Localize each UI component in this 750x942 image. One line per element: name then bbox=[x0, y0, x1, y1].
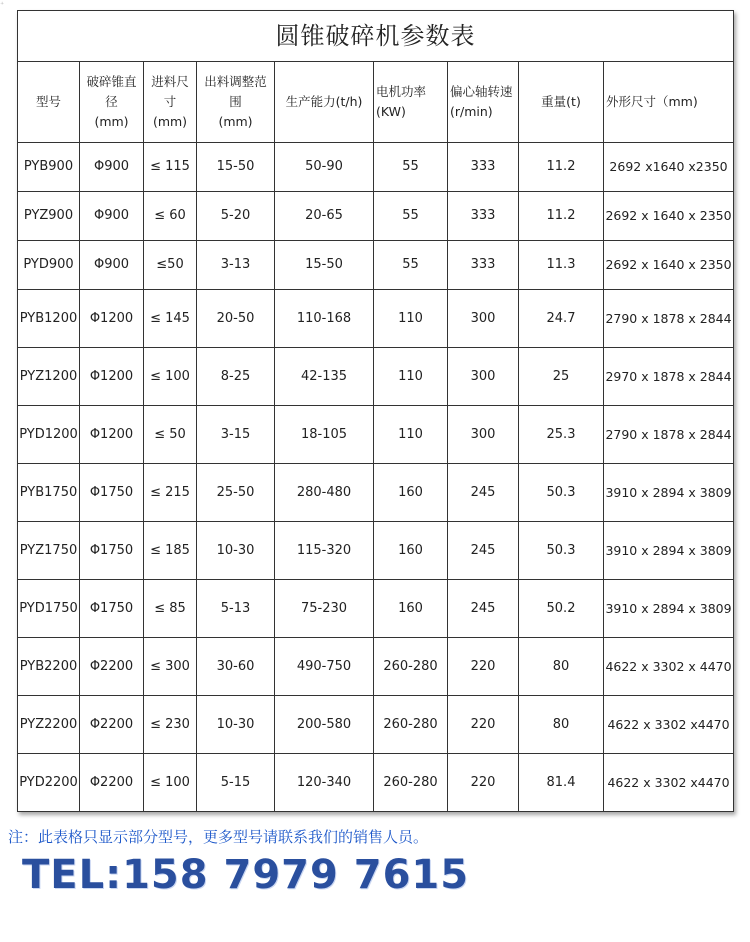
cell-motor-power: 110 bbox=[374, 406, 448, 464]
cell-motor-power: 110 bbox=[374, 348, 448, 406]
cell-capacity: 200-580 bbox=[275, 696, 374, 754]
cell-feed-size: ≤ 100 bbox=[144, 754, 197, 812]
cell-eccentric-speed: 245 bbox=[448, 464, 519, 522]
cell-cone-diameter: Φ2200 bbox=[80, 696, 144, 754]
header-line: 电机功率 bbox=[376, 84, 427, 99]
cell-model: PYD1750 bbox=[18, 580, 80, 638]
cell-feed-size: ≤50 bbox=[144, 241, 197, 290]
cell-discharge-range: 15-50 bbox=[197, 143, 275, 192]
cell-motor-power: 260-280 bbox=[374, 696, 448, 754]
header-line: 寸 bbox=[163, 94, 177, 109]
cell-feed-size: ≤ 50 bbox=[144, 406, 197, 464]
cell-feed-size: ≤ 230 bbox=[144, 696, 197, 754]
cell-capacity: 20-65 bbox=[275, 192, 374, 241]
table-row bbox=[18, 406, 734, 464]
cell-discharge-range: 5-13 bbox=[197, 580, 275, 638]
header-discharge-range bbox=[197, 62, 275, 143]
cell-motor-power: 160 bbox=[374, 522, 448, 580]
cell-dimensions: 2692 x 1640 x 2350 bbox=[604, 241, 734, 290]
cell-eccentric-speed: 300 bbox=[448, 406, 519, 464]
header-line: 偏心轴转速 bbox=[450, 84, 513, 99]
cell-eccentric-speed: 220 bbox=[448, 754, 519, 812]
cell-feed-size: ≤ 300 bbox=[144, 638, 197, 696]
cell-capacity: 115-320 bbox=[275, 522, 374, 580]
header-line: 外形尺寸（mm) bbox=[606, 94, 698, 109]
cell-model: PYB1200 bbox=[18, 290, 80, 348]
cell-discharge-range: 30-60 bbox=[197, 638, 275, 696]
cell-discharge-range: 5-20 bbox=[197, 192, 275, 241]
cell-eccentric-speed: 220 bbox=[448, 696, 519, 754]
header-dimensions bbox=[604, 62, 734, 143]
header-cone-diameter bbox=[80, 62, 144, 143]
cell-model: PYB900 bbox=[18, 143, 80, 192]
cell-feed-size: ≤ 185 bbox=[144, 522, 197, 580]
cell-model: PYB2200 bbox=[18, 638, 80, 696]
cell-eccentric-speed: 333 bbox=[448, 143, 519, 192]
cell-model: PYZ900 bbox=[18, 192, 80, 241]
cell-weight: 80 bbox=[519, 638, 604, 696]
cell-cone-diameter: Φ900 bbox=[80, 241, 144, 290]
header-line: 径 bbox=[105, 94, 118, 109]
cell-feed-size: ≤ 115 bbox=[144, 143, 197, 192]
cell-eccentric-speed: 300 bbox=[448, 290, 519, 348]
cell-eccentric-speed: 333 bbox=[448, 192, 519, 241]
cell-discharge-range: 5-15 bbox=[197, 754, 275, 812]
cell-weight: 80 bbox=[519, 696, 604, 754]
cell-feed-size: ≤ 145 bbox=[144, 290, 197, 348]
cell-cone-diameter: Φ900 bbox=[80, 192, 144, 241]
cell-weight: 11.2 bbox=[519, 192, 604, 241]
cell-dimensions: 2970 x 1878 x 2844 bbox=[604, 348, 734, 406]
header-line: 重量(t) bbox=[541, 94, 581, 109]
cell-cone-diameter: Φ2200 bbox=[80, 754, 144, 812]
cell-discharge-range: 8-25 bbox=[197, 348, 275, 406]
table-title: 圆锥破碎机参数表 bbox=[18, 11, 734, 62]
cell-eccentric-speed: 245 bbox=[448, 580, 519, 638]
header-line: 破碎锥直 bbox=[86, 74, 137, 89]
header-line: (mm) bbox=[152, 114, 188, 129]
cell-feed-size: ≤ 60 bbox=[144, 192, 197, 241]
cell-eccentric-speed: 300 bbox=[448, 348, 519, 406]
cell-capacity: 110-168 bbox=[275, 290, 374, 348]
header-line: (r/min) bbox=[450, 104, 493, 119]
table-row bbox=[18, 580, 734, 638]
cell-motor-power: 160 bbox=[374, 464, 448, 522]
table-row bbox=[18, 143, 734, 192]
table-row bbox=[18, 638, 734, 696]
cell-dimensions: 2790 x 1878 x 2844 bbox=[604, 290, 734, 348]
cell-motor-power: 55 bbox=[374, 143, 448, 192]
cell-feed-size: ≤ 85 bbox=[144, 580, 197, 638]
cell-cone-diameter: Φ1750 bbox=[80, 464, 144, 522]
header-line: (mm) bbox=[94, 114, 129, 129]
cell-capacity: 280-480 bbox=[275, 464, 374, 522]
cell-discharge-range: 10-30 bbox=[197, 522, 275, 580]
header-line: (mm) bbox=[218, 114, 253, 129]
header-weight bbox=[519, 62, 604, 143]
footnote: 注：此表格只显示部分型号，更多型号请联系我们的销售人员。 bbox=[8, 828, 429, 846]
table-row bbox=[18, 192, 734, 241]
cell-dimensions: 2692 x 1640 x 2350 bbox=[604, 192, 734, 241]
table-row bbox=[18, 241, 734, 290]
spec-table bbox=[17, 10, 734, 812]
table-row bbox=[18, 696, 734, 754]
cell-cone-diameter: Φ1750 bbox=[80, 580, 144, 638]
cell-discharge-range: 25-50 bbox=[197, 464, 275, 522]
cell-motor-power: 55 bbox=[374, 241, 448, 290]
cell-model: PYZ2200 bbox=[18, 696, 80, 754]
cell-weight: 11.2 bbox=[519, 143, 604, 192]
header-capacity bbox=[275, 62, 374, 143]
cell-cone-diameter: Φ900 bbox=[80, 143, 144, 192]
cell-capacity: 490-750 bbox=[275, 638, 374, 696]
table-row bbox=[18, 348, 734, 406]
header-line: (KW) bbox=[376, 104, 406, 119]
cell-motor-power: 110 bbox=[374, 290, 448, 348]
cell-model: PYD900 bbox=[18, 241, 80, 290]
cell-weight: 11.3 bbox=[519, 241, 604, 290]
header-line: 型号 bbox=[35, 94, 61, 109]
cell-capacity: 120-340 bbox=[275, 754, 374, 812]
cell-dimensions: 4622 x 3302 x4470 bbox=[604, 696, 734, 754]
cell-model: PYZ1750 bbox=[18, 522, 80, 580]
cell-weight: 50.3 bbox=[519, 522, 604, 580]
cell-feed-size: ≤ 215 bbox=[144, 464, 197, 522]
cell-model: PYB1750 bbox=[18, 464, 80, 522]
table-row bbox=[18, 464, 734, 522]
tel-number: TEL:158 7979 7615 bbox=[22, 852, 470, 898]
cell-weight: 50.3 bbox=[519, 464, 604, 522]
cell-cone-diameter: Φ2200 bbox=[80, 638, 144, 696]
header-line: 生产能力(t/h) bbox=[285, 94, 363, 109]
cell-weight: 81.4 bbox=[519, 754, 604, 812]
cell-discharge-range: 20-50 bbox=[197, 290, 275, 348]
cell-eccentric-speed: 333 bbox=[448, 241, 519, 290]
cell-capacity: 50-90 bbox=[275, 143, 374, 192]
cell-capacity: 75-230 bbox=[275, 580, 374, 638]
corner-mark: ⁺ bbox=[0, 0, 5, 9]
cell-cone-diameter: Φ1200 bbox=[80, 290, 144, 348]
cell-model: PYD1200 bbox=[18, 406, 80, 464]
cell-model: PYZ1200 bbox=[18, 348, 80, 406]
cell-cone-diameter: Φ1200 bbox=[80, 348, 144, 406]
cell-capacity: 15-50 bbox=[275, 241, 374, 290]
cell-cone-diameter: Φ1200 bbox=[80, 406, 144, 464]
cell-weight: 25 bbox=[519, 348, 604, 406]
cell-discharge-range: 3-15 bbox=[197, 406, 275, 464]
table-row bbox=[18, 290, 734, 348]
table-row bbox=[18, 522, 734, 580]
cell-discharge-range: 3-13 bbox=[197, 241, 275, 290]
header-line: 围 bbox=[229, 94, 242, 109]
header-feed-size bbox=[144, 62, 197, 143]
cell-dimensions: 3910 x 2894 x 3809 bbox=[604, 580, 734, 638]
cell-dimensions: 2692 x1640 x2350 bbox=[604, 143, 734, 192]
cell-capacity: 18-105 bbox=[275, 406, 374, 464]
header-line: 出料调整范 bbox=[204, 74, 267, 89]
cell-dimensions: 3910 x 2894 x 3809 bbox=[604, 522, 734, 580]
cell-capacity: 42-135 bbox=[275, 348, 374, 406]
cell-weight: 25.3 bbox=[519, 406, 604, 464]
cell-motor-power: 260-280 bbox=[374, 638, 448, 696]
cell-discharge-range: 10-30 bbox=[197, 696, 275, 754]
table-row bbox=[18, 754, 734, 812]
cell-dimensions: 4622 x 3302 x 4470 bbox=[604, 638, 734, 696]
cell-dimensions: 4622 x 3302 x4470 bbox=[604, 754, 734, 812]
cell-model: PYD2200 bbox=[18, 754, 80, 812]
header-eccentric-speed bbox=[448, 62, 519, 143]
cell-weight: 24.7 bbox=[519, 290, 604, 348]
cell-dimensions: 2790 x 1878 x 2844 bbox=[604, 406, 734, 464]
header-row bbox=[18, 62, 734, 143]
cell-motor-power: 55 bbox=[374, 192, 448, 241]
header-model bbox=[18, 62, 80, 143]
cell-motor-power: 160 bbox=[374, 580, 448, 638]
cell-feed-size: ≤ 100 bbox=[144, 348, 197, 406]
cell-cone-diameter: Φ1750 bbox=[80, 522, 144, 580]
cell-eccentric-speed: 245 bbox=[448, 522, 519, 580]
cell-dimensions: 3910 x 2894 x 3809 bbox=[604, 464, 734, 522]
cell-eccentric-speed: 220 bbox=[448, 638, 519, 696]
cell-weight: 50.2 bbox=[519, 580, 604, 638]
header-motor-power bbox=[374, 62, 448, 143]
header-line: 进料尺 bbox=[151, 74, 189, 89]
cell-motor-power: 260-280 bbox=[374, 754, 448, 812]
